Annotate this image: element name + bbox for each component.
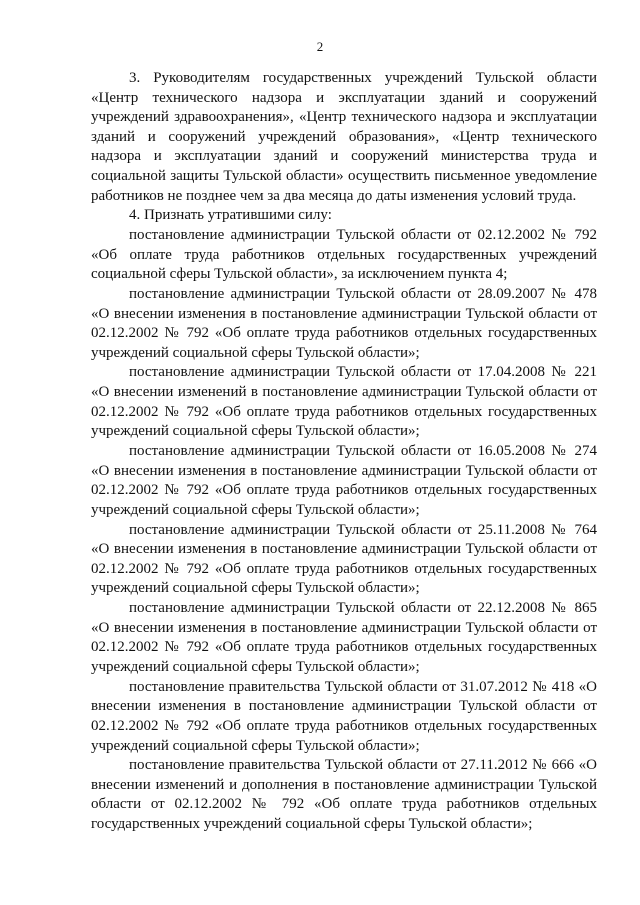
repealed-act-5: постановление администрации Тульской области от 25.11.2008 № 764 «О внесении изменения в постановление администрации Тульской области от 02.12.2002 № 792 «Об оплате труда работников отдельных государственных учреждений социальной сферы Тульской области»; bbox=[91, 521, 597, 597]
page-number: 2 bbox=[316, 39, 324, 54]
document-body bbox=[91, 69, 597, 835]
repealed-act-3: постановление администрации Тульской области от 17.04.2008 № 221 «О внесении изменений в постановление администрации Тульской области от 02.12.2002 № 792 «Об оплате труда работников отдельных государственных учреждений социальной сферы Тульской области»; bbox=[91, 364, 597, 440]
paragraph-3: 3. Руководителям государственных учреждений Тульской области «Центр технического надзора и эксплуатации зданий и сооружений учреждений здравоохранения», «Центр технического надзора и эксплуатации зданий и сооружений учреждений образования», «Центр технического надзора и эксплуатации зданий и сооружений министерства труда и социальной защиты Тульской области» осуществить письменное уведомление работников не позднее чем за два месяца до даты изменения условий труда. bbox=[91, 70, 597, 204]
repealed-act-1: постановление администрации Тульской области от 02.12.2002 № 792 «Об оплате труда работников отдельных государственных учреждений социальной сферы Тульской области», за исключением пункта 4; bbox=[91, 226, 597, 283]
repealed-act-6: постановление администрации Тульской области от 22.12.2008 № 865 «О внесении изменения в постановление администрации Тульской области от 02.12.2002 № 792 «Об оплате труда работников отдельных государственных учреждений социальной сферы Тульской области»; bbox=[91, 600, 597, 675]
repealed-act-7: постановление правительства Тульской области от 31.07.2012 № 418 «О внесении изменения в постановление администрации Тульской области от 02.12.2002 № 792 «Об оплате труда работников отдельных государственных учреждений социальной сферы Тульской области»; bbox=[91, 678, 597, 754]
paragraph-4: 4. Признать утратившими силу: bbox=[129, 207, 332, 224]
repealed-act-8: постановление правительства Тульской области от 27.11.2012 № 666 «О внесении изменений и дополнения в постановление администрации Тульской области от 02.12.2002 № 792 «Об оплате труда работников отдельных государственных учреждений социальной сферы Тульской области»; bbox=[91, 757, 597, 833]
repealed-act-2: постановление администрации Тульской области от 28.09.2007 № 478 «О внесении изменения в постановление администрации Тульской области от 02.12.2002 № 792 «Об оплате труда работников отдельных государственных учреждений социальной сферы Тульской области»; bbox=[91, 285, 597, 361]
repealed-act-4: постановление администрации Тульской области от 16.05.2008 № 274 «О внесении изменения в постановление администрации Тульской области от 02.12.2002 № 792 «Об оплате труда работников отдельных государственных учреждений социальной сферы Тульской области»; bbox=[91, 443, 597, 518]
